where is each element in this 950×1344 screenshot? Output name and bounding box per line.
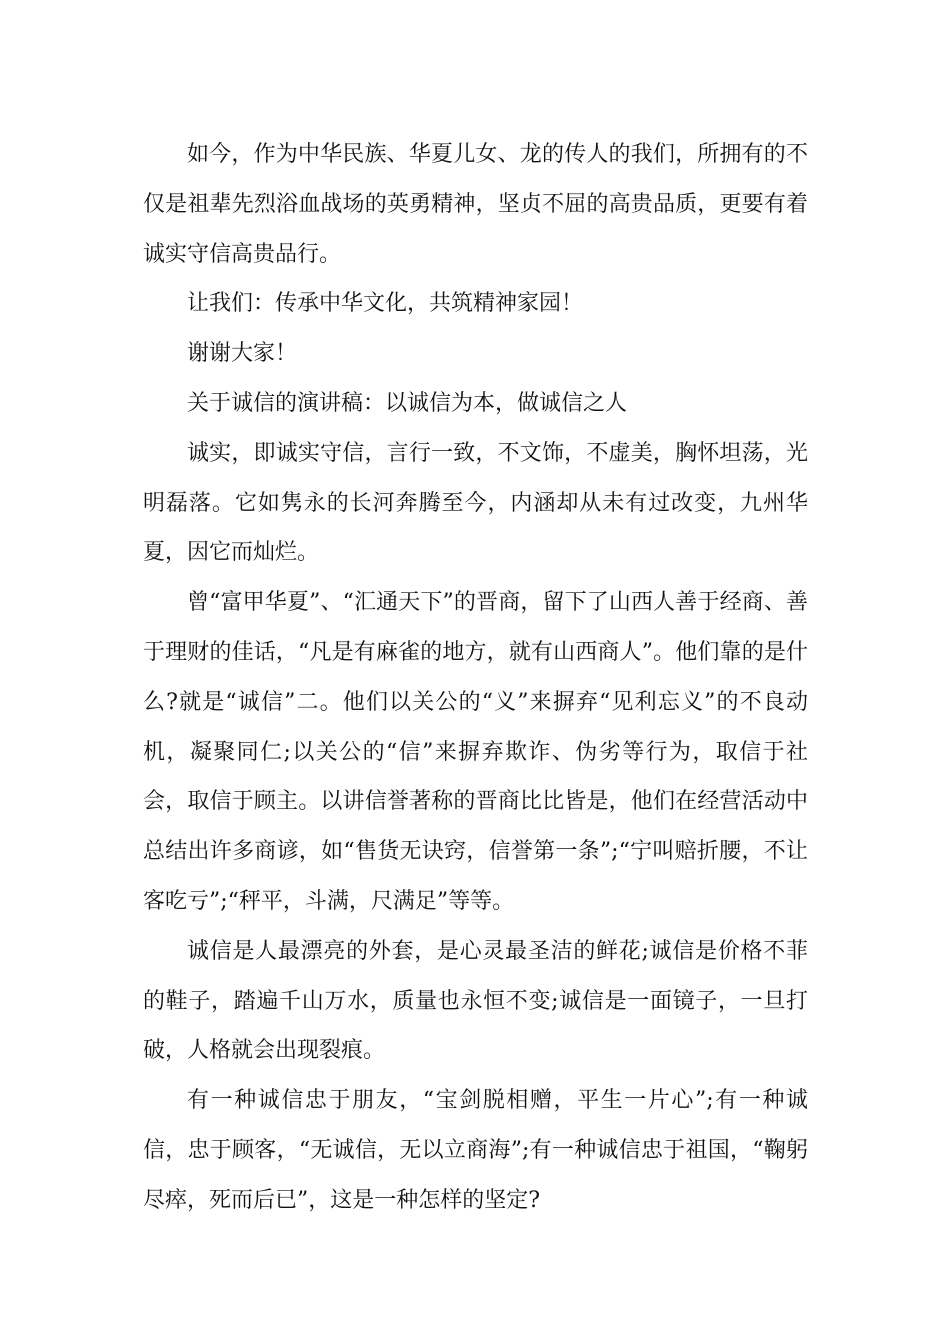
- paragraph-3: 谢谢大家！: [187, 341, 298, 367]
- paragraph-6: 曾“富甲华夏”、“汇通天下”的晋商，留下了山西人善于经商、善于理财的佳话，“凡是有麻雀的地方，就有山西商人”。他们靠的是什么?就是“诚信”二。他们以关公的“义”来摒弃“见利忘义”的不良动机，凝聚同仁;以关公的“信”来摒弃欺诈、伪劣等行为，取信于社会，取信于顾主。以讲信誉著称的晋商比比皆是，他们在经营活动中总结出许多商谚，如“售货无诀窍，信誉第一条”;“宁叫赔折腰，不让客吃亏”;“秤平，斗满，尺满足”等等。: [143, 590, 808, 914]
- paragraph-7: 诚信是人最漂亮的外套，是心灵最圣洁的鲜花;诚信是价格不菲的鞋子，踏遍千山万水，质量也永恒不变;诚信是一面镜子，一旦打破，人格就会出现裂痕。: [143, 938, 808, 1064]
- paragraph-2: 让我们：传承中华文化，共筑精神家园！: [187, 291, 584, 317]
- paragraph-1: 如今，作为中华民族、华夏儿女、龙的传人的我们，所拥有的不仅是祖辈先烈浴血战场的英勇精神，坚贞不屈的高贵品质，更要有着诚实守信高贵品行。: [143, 142, 808, 267]
- paragraph-8: 有一种诚信忠于朋友，“宝剑脱相赠，平生一片心”;有一种诚信，忠于顾客，“无诚信，无以立商海”;有一种诚信忠于祖国，“鞠躬尽瘁，死而后已”，这是一种怎样的坚定?: [143, 1088, 808, 1213]
- document-body: [143, 130, 808, 1226]
- paragraph-5: 诚实，即诚实守信，言行一致，不文饰，不虚美，胸怀坦荡，光明磊落。它如隽永的长河奔腾至今，内涵却从未有过改变，九州华夏，因它而灿烂。: [143, 440, 808, 566]
- paragraph-4-heading: 关于诚信的演讲稿：以诚信为本，做诚信之人: [187, 390, 628, 416]
